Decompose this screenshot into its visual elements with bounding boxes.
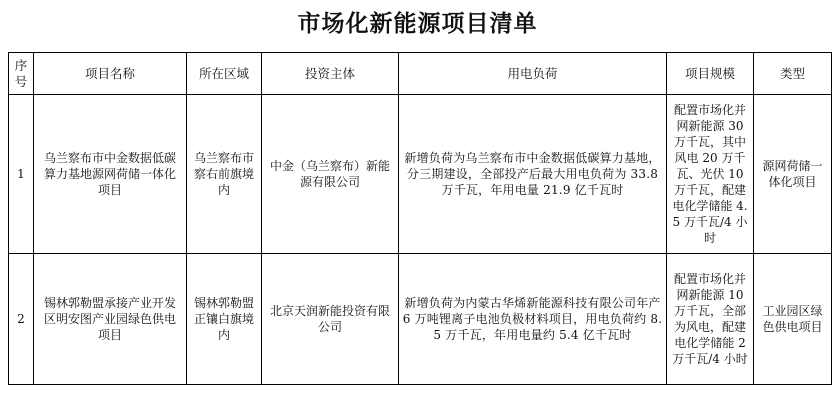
header-name: 项目名称 bbox=[34, 53, 187, 95]
header-load: 用电负荷 bbox=[399, 53, 667, 95]
cell-name: 乌兰察布市中金数据低碳算力基地源网荷储一体化项目 bbox=[34, 95, 187, 254]
header-region: 所在区域 bbox=[187, 53, 262, 95]
header-seq: 序号 bbox=[9, 53, 34, 95]
cell-region: 乌兰察布市察右前旗境内 bbox=[187, 95, 262, 254]
table-row bbox=[9, 95, 832, 254]
cell-load: 新增负荷为乌兰察布市中金数据低碳算力基地，分三期建设，全部投产后最大用电负荷为 33.8 万千瓦，年用电量 21.9 亿千瓦时 bbox=[399, 95, 667, 254]
cell-scale: 配置市场化并网新能源 10 万千瓦，全部为风电，配建电化学储能 2 万千瓦/4 小时 bbox=[667, 254, 754, 385]
cell-seq: 1 bbox=[9, 95, 34, 254]
cell-load: 新增负荷为内蒙古华烯新能源科技有限公司年产 6 万吨锂离子电池负极材料项目，用电负荷约 8.5 万千瓦，年用电量约 5.4 亿千瓦时 bbox=[399, 254, 667, 385]
table-row bbox=[9, 254, 832, 385]
table-header-row bbox=[9, 53, 832, 95]
cell-seq: 2 bbox=[9, 254, 34, 385]
cell-type: 源网荷储一体化项目 bbox=[754, 95, 832, 254]
cell-type: 工业园区绿色供电项目 bbox=[754, 254, 832, 385]
cell-investor: 中金（乌兰察布）新能源有限公司 bbox=[262, 95, 399, 254]
cell-investor: 北京天润新能投资有限公司 bbox=[262, 254, 399, 385]
header-type: 类型 bbox=[754, 53, 832, 95]
header-investor: 投资主体 bbox=[262, 53, 399, 95]
project-table bbox=[8, 52, 832, 385]
cell-region: 锡林郭勒盟正镶白旗境内 bbox=[187, 254, 262, 385]
cell-scale: 配置市场化并网新能源 30 万千瓦，其中风电 20 万千瓦、光伏 10 万千瓦，配建电化学储能 4.5 万千瓦/4 小时 bbox=[667, 95, 754, 254]
cell-name: 锡林郭勒盟承接产业开发区明安图产业园绿色供电项目 bbox=[34, 254, 187, 385]
page-title: 市场化新能源项目清单 bbox=[297, 11, 538, 37]
header-scale: 项目规模 bbox=[667, 53, 754, 95]
